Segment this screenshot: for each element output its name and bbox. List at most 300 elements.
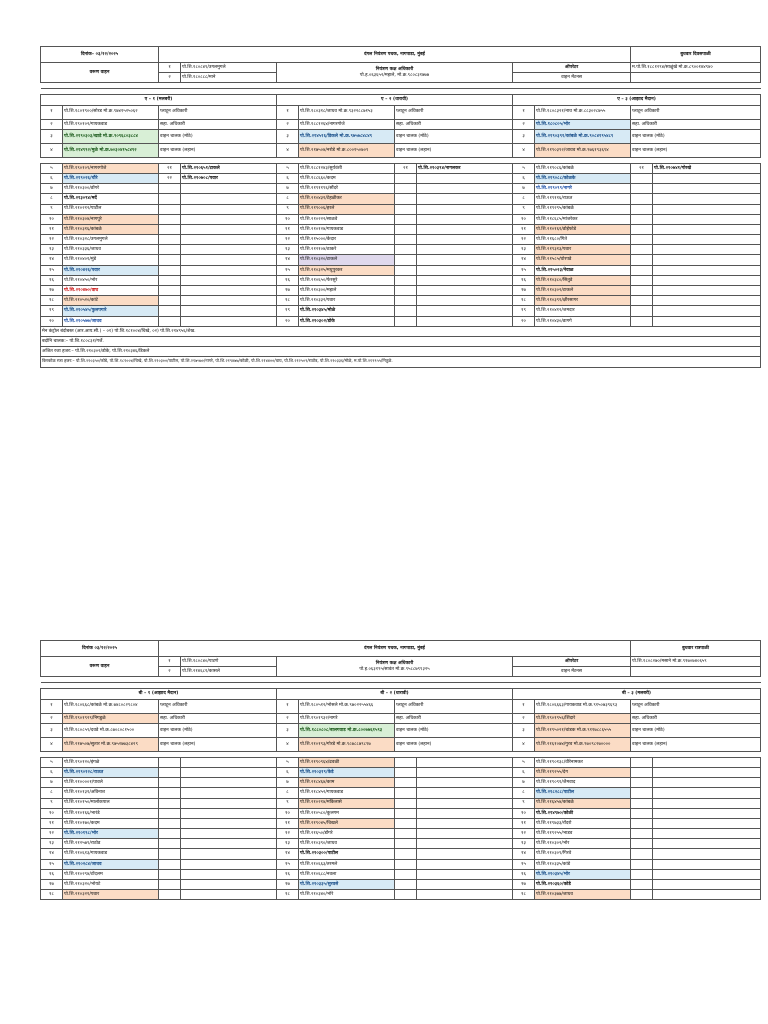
empty-cell (653, 798, 761, 808)
staff-no: ७ (277, 778, 299, 788)
staff-row (41, 163, 761, 173)
empty-cell (181, 839, 277, 849)
empty-cell (181, 849, 277, 859)
empty-cell (417, 778, 513, 788)
staff-no: १२ (513, 829, 535, 839)
staff-name: पो.शि.२१०३४५/मोळे (299, 306, 395, 316)
staff-name: पो.शि.२१०६५१/टाकले (181, 163, 277, 173)
vehicle-row-name: पो.शि.१८०८८८/माने (181, 73, 277, 83)
staff-no: १० (277, 808, 299, 818)
staff-no: १६ (513, 275, 535, 285)
role-label: वाहन चालक (मोठे) (159, 129, 277, 143)
staff-no: ११ (41, 818, 63, 828)
staff-row (41, 235, 761, 245)
empty-cell (395, 767, 417, 777)
staff-name: पो.शि.२१२५७९/राठोड (63, 839, 159, 849)
staff-name: पो.शि.२१९२९५/कांबळे (535, 204, 631, 214)
staff-name: पो.शि.२१०१३१/अविनाश (63, 788, 159, 798)
staff-name: पो.शि.२१०४१२/जमदार (535, 306, 631, 316)
officer-name: पो.शि.१८८०८०८/बालगवाड मो.क्र.८००७७६१५९३ (299, 723, 395, 737)
staff-name: पो.शि.२१६८०/गिते (535, 235, 631, 245)
staff-row (41, 798, 761, 808)
staff-name: पो.शि.२१०६५०/फेरसुरे (299, 275, 395, 285)
staff-row (41, 286, 761, 296)
empty-cell (181, 788, 277, 798)
staff-no: ६ (41, 767, 63, 777)
staff-no: १३ (277, 245, 299, 255)
empty-cell (159, 849, 181, 859)
staff-no: ९ (277, 204, 299, 214)
group-header: बी – ३ (मलबरी) (513, 689, 761, 699)
staff-name: पो.शि.२१०३३६/जाधव (63, 245, 159, 255)
staff-name: पो.शि.२१०१६६/भारंडे (63, 808, 159, 818)
staff-name: पो.शि.२१०३०९/गिरवे (535, 849, 631, 859)
officer-no: ३ (41, 723, 63, 737)
staff-no: २० (277, 316, 299, 326)
empty-cell (653, 788, 761, 798)
staff-name: पो.शि.२१९२५५/भाडव (535, 829, 631, 839)
empty-cell (159, 255, 181, 265)
officer-no: ४ (277, 143, 299, 157)
staff-name: पो.शि.२१०२९४/टोंदलम (63, 869, 159, 879)
staff-no: १७ (277, 286, 299, 296)
staff-no: ७ (41, 184, 63, 194)
role-label: प्लाटून अधिकारी (631, 105, 761, 119)
staff-name: पो.शि.२१०३००/पाटील (299, 849, 395, 859)
officer-name: पो.शि.१८०३१८/जाधव मो.क्र.९३२२८८७१५३ (299, 105, 395, 119)
staff-row (41, 255, 761, 265)
empty-cell (395, 306, 417, 316)
officer-name: पो.शि.२१९०३९१/कांबळे मो.क्र.९०८४१९५४८९ (535, 129, 631, 143)
officer-name: पो.शि.२१६१०७४/गुरव मो.क्र.९७०९८२७०००० (535, 737, 631, 751)
empty-cell (631, 839, 653, 849)
staff-row (41, 808, 761, 818)
staff-name: पो.शि.१९०१२०/इंगळे (63, 757, 159, 767)
staff-no: ५ (277, 757, 299, 767)
empty-cell (417, 849, 513, 859)
officer-no: ३ (41, 129, 63, 143)
staff-no: १२ (513, 235, 535, 245)
staff-name: पो.शि.२१०३१६/कांबळे (63, 224, 159, 234)
vehicle-row-no: १ (159, 657, 181, 667)
empty-cell (653, 296, 761, 306)
empty-cell (159, 839, 181, 849)
empty-cell (631, 296, 653, 306)
role-label: प्लाटून अधिकारी (395, 105, 513, 119)
staff-row (41, 265, 761, 275)
empty-cell (631, 757, 653, 767)
empty-cell (417, 255, 513, 265)
staff-name: पो.शि.२१८६८५/मांजरेकर (535, 214, 631, 224)
staff-no: १३ (41, 839, 63, 849)
staff-no: ११ (41, 224, 63, 234)
staff-no: ६ (513, 173, 535, 183)
empty-cell (159, 808, 181, 818)
staff-no: १२ (277, 235, 299, 245)
staff-name: पो.शि.२१८४६४/काम (299, 778, 395, 788)
officer-name: पो.शि.१९०१९३२/नागरे (299, 713, 395, 723)
staff-name: पो.शि.२१०२१४/मकिलासे (299, 798, 395, 808)
staff-no: १२ (41, 829, 63, 839)
empty-cell (653, 869, 761, 879)
staff-name: पो.शि.२१०३८०/सितुडे (535, 275, 631, 285)
staff-no: १६ (277, 869, 299, 879)
staff-row (41, 767, 761, 777)
empty-cell (653, 224, 761, 234)
staff-no: १६ (41, 275, 63, 285)
control-officer-cell (277, 657, 513, 677)
staff-name: पो.शि.२१०२८४/जाधव (63, 859, 159, 869)
vehicle-row-name: पो.शि.१८०८४९/उगलमुगले (181, 63, 277, 73)
role-label: वाहन चालक (लहान) (159, 737, 277, 751)
staff-name: पो.शि.२१०२२२/साळवे (299, 214, 395, 224)
staff-name: पो.शि.२१०३२०/भोयटे (63, 880, 159, 890)
empty-cell (159, 798, 181, 808)
officer-name: पो.शि.२१९५०२१/चांडक मो.क्र.९११७८८६५५५ (535, 723, 631, 737)
officer-name: पो.शि.१९०१९५६/शिंदारे (535, 713, 631, 723)
empty-cell (181, 818, 277, 828)
empty-cell (417, 296, 513, 306)
empty-cell (653, 839, 761, 849)
role-label: सहा. अधिकारी (395, 119, 513, 129)
empty-cell (653, 818, 761, 828)
empty-cell (417, 245, 513, 255)
empty-cell (395, 194, 417, 204)
empty-cell (631, 275, 653, 285)
empty-cell (181, 316, 277, 326)
officer-name: पो.शि.२१४९९२/मुळे मो.क्र.७०३०४१५८४९२ (63, 143, 159, 157)
staff-name: पो.शि.२१३०९४/मर्दे (63, 194, 159, 204)
staff-no: १५ (277, 859, 299, 869)
empty-cell (181, 245, 277, 255)
empty-cell (653, 849, 761, 859)
empty-cell (159, 880, 181, 890)
officer-name: पो.शि.२१७५०७/सुतार मो.क्र.९७५२७७३८४२९ (63, 737, 159, 751)
empty-cell (631, 306, 653, 316)
staff-name: पो.शि.२१०४३१/टेहळीकर (299, 194, 395, 204)
officer-no: ३ (277, 129, 299, 143)
role-label: सहा. अधिकारी (631, 119, 761, 129)
staff-no: १७ (513, 880, 535, 890)
operator-name: म.पो.शि.१८८१२९४/साळुंखे मो.क्र.८९००१४४९४० (631, 63, 761, 73)
note-line: बदोनि चालक:– पो.शि.१८०८३१/गर्जे. (41, 336, 761, 346)
role-label: प्लाटून अधिकारी (159, 105, 277, 119)
empty-cell (631, 829, 653, 839)
staff-no: ५ (277, 163, 299, 173)
staff-name: पो.शि.२१०३४०/भोरे (299, 890, 395, 900)
empty-cell (631, 767, 653, 777)
staff-no: २० (513, 316, 535, 326)
staff-row (41, 316, 761, 326)
empty-cell (653, 245, 761, 255)
staff-no: ५ (41, 163, 63, 173)
officer-name: पो.शि.१८०१९००/सोरड मो.क्र.९७४१५२५०६२ (63, 105, 159, 119)
staff-name: पो.शि.२१६५०/डोंगरे (299, 829, 395, 839)
staff-row (41, 275, 761, 285)
empty-cell (395, 275, 417, 285)
empty-cell (159, 296, 181, 306)
empty-cell (181, 778, 277, 788)
staff-row (41, 778, 761, 788)
staff-row (41, 839, 761, 849)
empty-cell (417, 880, 513, 890)
note-line: मेन कंट्रोल बंदोबस्त (आर.आय.सी.) – ०१) पो.शि.१८१००४/चिखे, ०२) पो.शि.२१४९५६/शेख. (41, 326, 761, 336)
empty-cell (159, 245, 181, 255)
empty-cell (653, 275, 761, 285)
empty-cell (181, 306, 277, 316)
operator-label: ऑपरेटर (513, 657, 631, 667)
empty-cell (395, 224, 417, 234)
staff-no: ११ (277, 224, 299, 234)
empty-cell (181, 757, 277, 767)
staff-name: पो.शि.२१९७३३/रोंदरो (535, 818, 631, 828)
staff-no: ११ (277, 818, 299, 828)
staff-no: २० (41, 316, 63, 326)
empty-cell (631, 316, 653, 326)
staff-row (41, 214, 761, 224)
empty-cell (159, 778, 181, 788)
empty-cell (181, 204, 277, 214)
officer-no: ३ (513, 129, 535, 143)
staff-name: पो.शि.२१६४५४/कांबळे (535, 798, 631, 808)
empty-cell (395, 214, 417, 224)
staff-name: पो.शि.२१०५७७/जाधव (63, 316, 159, 326)
control-title: नियंत्रण कक्ष अधिकारी (375, 67, 414, 73)
staff-name: पो.शि.२१०४५०/भोर (63, 275, 159, 285)
staff-row (41, 306, 761, 316)
officer-no: १ (277, 105, 299, 119)
staff-name: पो.शि.२१९००६/हरले (299, 204, 395, 214)
empty-cell (653, 880, 761, 890)
staff-no: १० (513, 214, 535, 224)
staff-no: १४ (513, 849, 535, 859)
sheet-date: दिनांक ०३/१२/२०२५ (41, 641, 159, 657)
empty-cell (159, 286, 181, 296)
vehicle-row-name: पो.शि.२१४६८१/कासले (181, 667, 277, 677)
empty-cell (395, 788, 417, 798)
group-header: ए – ३ (आझाद मैदान) (513, 95, 761, 105)
control-officer-cell (277, 63, 513, 83)
officer-no: ४ (41, 737, 63, 751)
staff-row (41, 184, 761, 194)
staff-no: ११ (513, 224, 535, 234)
empty-cell (417, 798, 513, 808)
staff-no: ११ (513, 818, 535, 828)
empty-cell (653, 316, 761, 326)
duty-sheet-night (40, 640, 760, 900)
staff-name: पो.शि.२१५०००/केदार (299, 235, 395, 245)
officer-no: ३ (513, 723, 535, 737)
empty-cell (395, 316, 417, 326)
staff-name: पो.शि.२१९२५५/देग (535, 767, 631, 777)
empty-cell (395, 880, 417, 890)
officer-name: पो.शि.२१४५१६/डिकले मो.क्र.९७५७८४८४९ (299, 129, 395, 143)
empty-cell (181, 265, 277, 275)
empty-cell (631, 173, 653, 183)
empty-cell (395, 173, 417, 183)
empty-cell (159, 265, 181, 275)
staff-no: १९ (277, 306, 299, 316)
staff-no: ९ (41, 204, 63, 214)
vehicle-row-no: २ (159, 667, 181, 677)
staff-no: २२ (159, 173, 181, 183)
staff-no: १४ (41, 849, 63, 859)
staff-no: १६ (41, 869, 63, 879)
staff-no: १४ (277, 849, 299, 859)
officer-name: पो.शि.२१७५०४/नरोडे मो.क्र.८००१५०७०९ (299, 143, 395, 157)
officer-name: पो.शि.२१०१९३/गोरडे मो.क्र.९८७८८७९८९७ (299, 737, 395, 751)
staff-name: पो.शि.२१०४२६/पवार (63, 265, 159, 275)
staff-no: ६ (513, 767, 535, 777)
empty-cell (417, 829, 513, 839)
staff-no: ७ (277, 184, 299, 194)
staff-no: १४ (41, 255, 63, 265)
staff-no: ९ (41, 798, 63, 808)
empty-cell (417, 235, 513, 245)
officer-name: पो.शि.१९०१०२/गायकवाड (63, 119, 159, 129)
staff-name: पो.शि.२१०३००/डोंगरे (63, 184, 159, 194)
officer-no: २ (513, 713, 535, 723)
staff-name: पो.शि.२१९०१२८/राऊत (63, 767, 159, 777)
staff-name: पो.शि.२१०३९०/जाधव (299, 839, 395, 849)
empty-cell (159, 788, 181, 798)
staff-name: पो.शि.२१०५४५/फुलपगारे (63, 306, 159, 316)
staff-name: पो.शि.२१०३३५/सुरवसे (299, 880, 395, 890)
empty-cell (653, 265, 761, 275)
empty-cell (631, 235, 653, 245)
control-officer: पो.ह.०६३१९५/सावंत मो.क्र.९५८८७९९३२५ (359, 666, 430, 672)
staff-row (41, 194, 761, 204)
empty-cell (159, 184, 181, 194)
empty-cell (631, 890, 653, 900)
staff-name: पो.शि.२१०३३५/कांडे (535, 859, 631, 869)
officer-no: २ (41, 713, 63, 723)
empty-cell (159, 194, 181, 204)
empty-cell (181, 767, 277, 777)
empty-cell (417, 306, 513, 316)
staff-no: १७ (513, 286, 535, 296)
role-label: सहा. अधिकारी (631, 713, 761, 723)
officer-no: १ (513, 105, 535, 119)
empty-cell (159, 869, 181, 879)
staff-no: १९ (41, 306, 63, 316)
officer-no: १ (513, 699, 535, 713)
empty-cell (417, 757, 513, 767)
empty-cell (395, 890, 417, 900)
staff-name: पो.शि.२१०३००/महाले (299, 286, 395, 296)
staff-name: पो.शि.१८८६६०/कदम (299, 173, 395, 183)
empty-cell (631, 808, 653, 818)
empty-cell (653, 757, 761, 767)
empty-cell (181, 808, 277, 818)
staff-name: पो.शि.२१०३९४/नागलकर (417, 163, 513, 173)
note-line: अजित रजा हजर:– पो.शि.२१०३०२/डोके, पो.शि.२१०३४६/डिकले (41, 347, 761, 357)
empty-cell (181, 275, 277, 285)
staff-name: पो.शि.२१०१६१/डोईफोडे (535, 224, 631, 234)
staff-name: पो.शि.२१०७०८/पवार (181, 173, 277, 183)
group-header: ए – २ (धारावी) (277, 95, 513, 105)
officer-no: ३ (277, 723, 299, 737)
staff-name: पो.शि.२१९०९६४/ढवळी (299, 757, 395, 767)
staff-name: पो.शि.२१०३२१/पवार (63, 890, 159, 900)
duty-sheet-day (40, 46, 760, 368)
empty-cell (395, 859, 417, 869)
staff-name: पो.शि.२१९०२६/चौरे (63, 173, 159, 183)
staff-row (41, 296, 761, 306)
empty-cell (417, 839, 513, 849)
staff-row (41, 818, 761, 828)
staff-row (41, 204, 761, 214)
empty-cell (417, 859, 513, 869)
empty-cell (653, 859, 761, 869)
officer-no: २ (277, 713, 299, 723)
staff-no: १८ (513, 296, 535, 306)
officer-no: २ (513, 119, 535, 129)
empty-cell (417, 788, 513, 798)
staff-name: पो.शि.२१०१९८/भोर (63, 829, 159, 839)
officer-name: पो.शि.१८०६६८/कांबळे मो.क्र.७४८०८२९८०४ (63, 699, 159, 713)
empty-cell (631, 859, 653, 869)
empty-cell (395, 255, 417, 265)
empty-cell (181, 890, 277, 900)
empty-cell (181, 184, 277, 194)
officer-name: पो.शि.१८०८५९/दवडे मो.क्र.८७०८०८१५०० (63, 723, 159, 737)
staff-no: १२ (41, 235, 63, 245)
empty-cell (395, 757, 417, 767)
staff-name: पो.शि.२१९३१३/पवार (535, 245, 631, 255)
staff-name: पो.शि.२१०३०२/टाकले (535, 286, 631, 296)
empty-cell (395, 839, 417, 849)
empty-cell (653, 808, 761, 818)
staff-no: १५ (513, 265, 535, 275)
empty-cell (653, 184, 761, 194)
staff-row (41, 173, 761, 183)
officer-no: ४ (513, 143, 535, 157)
empty-cell (181, 194, 277, 204)
staff-no: १३ (41, 245, 63, 255)
officer-name: पो.शि.२१९०३०३/खाडे मो.क्र.९०९६८०३८८४ (63, 129, 159, 143)
empty-cell (631, 869, 653, 879)
shift-title: बुधवार दिवसपाळी (631, 47, 761, 63)
staff-no: ७ (513, 778, 535, 788)
empty-cell (417, 265, 513, 275)
role-label: वाहन चालक (मोठे) (395, 723, 513, 737)
staff-row (41, 869, 761, 879)
empty-cell (417, 173, 513, 183)
empty-cell (631, 194, 653, 204)
staff-name: पो.शि.२१०३६०/कोडे (535, 880, 631, 890)
empty-cell (417, 286, 513, 296)
staff-no: १८ (513, 890, 535, 900)
staff-name: पो.शि.२१०४०१/मुंडे (63, 255, 159, 265)
staff-no: २१ (395, 163, 417, 173)
role-label: सहा. अधिकारी (159, 713, 277, 723)
officer-no: १ (41, 699, 63, 713)
empty-cell (159, 214, 181, 224)
staff-no: ८ (41, 788, 63, 798)
operator-label: ऑपरेटर (513, 63, 631, 73)
empty-cell (417, 224, 513, 234)
role-label: वाहन चालक (लहान) (631, 737, 761, 751)
staff-name: पो.शि.२१९०८६/कांबळे (535, 163, 631, 173)
empty-cell (417, 316, 513, 326)
staff-name: पो.शि.२१०६६३/तरमले (299, 859, 395, 869)
empty-cell (395, 849, 417, 859)
officer-name: पो.शि.१८०८३२१/नाथ मो.क्र.८८३०२८७५५ (535, 105, 631, 119)
staff-name: पो.शि.२१०३२५/मधुपुरकर (299, 265, 395, 275)
officer-name: पो.शि.२१९०३९२/जाधव मो.क्र.९७६१९३६९४ (535, 143, 631, 157)
staff-no: १७ (277, 880, 299, 890)
